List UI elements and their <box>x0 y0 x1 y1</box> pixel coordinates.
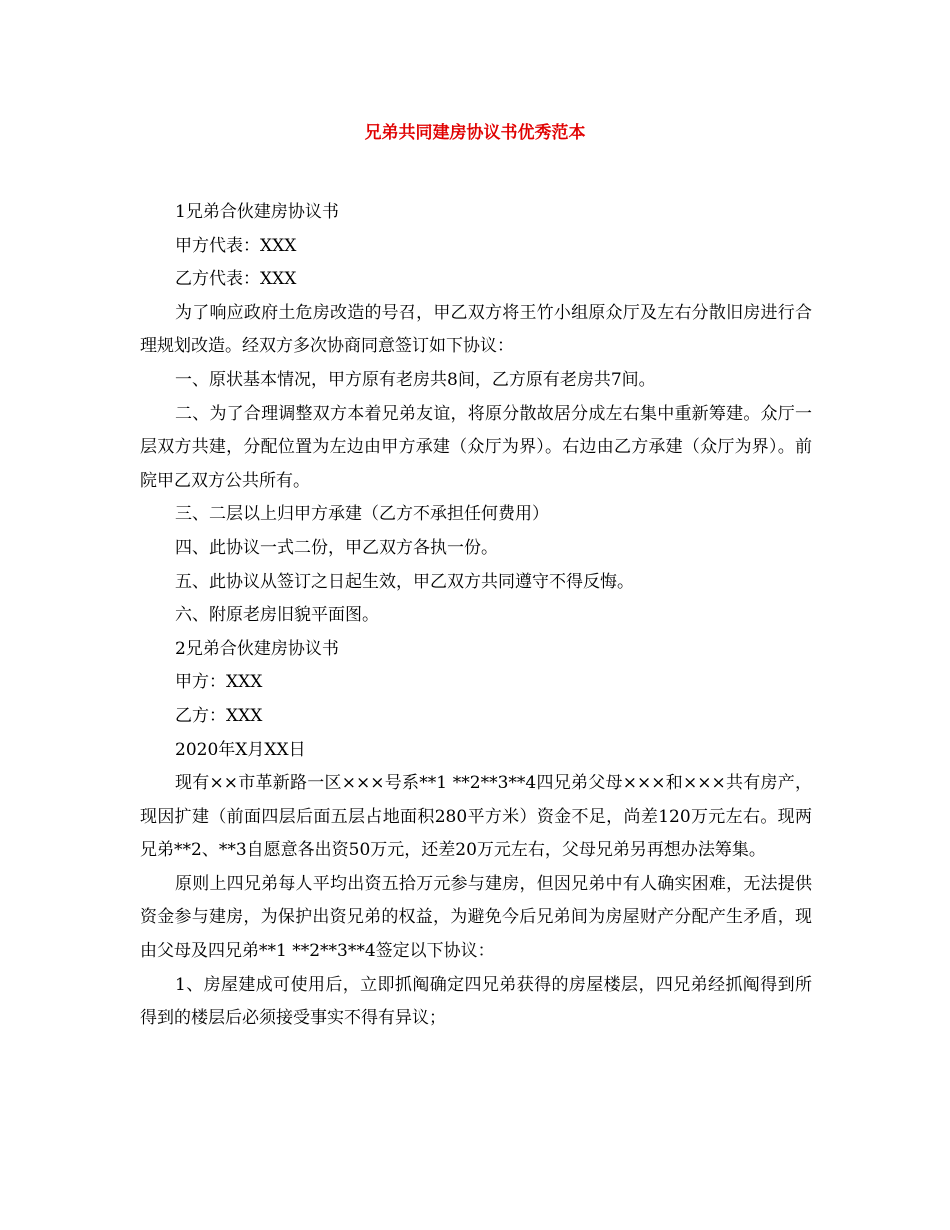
paragraph: 现有××市革新路一区×××号系**1 **2**3**4四兄弟父母×××和×××共有房产，现因扩建（前面四层后面五层占地面积280平方米）资金不足，尚差120万元左右。现两兄弟**2、**3自愿意各出资50万元，还差20万元左右，父母兄弟另再想办法筹集。 <box>140 773 812 861</box>
paragraph: 二、为了合理调整双方本着兄弟友谊，将原分散故居分成左右集中重新筹建。众厅一层双方共建，分配位置为左边由甲方承建（众厅为界）。右边由乙方承建（众厅为界）。前院甲乙双方公共所有。 <box>140 403 812 491</box>
paragraph: 乙方代表：XXX <box>175 269 297 290</box>
paragraph: 六、附原老房旧貌平面图。 <box>175 605 379 626</box>
document-title: 兄弟共同建房协议书优秀范本 <box>364 123 586 143</box>
paragraph: 1兄弟合伙建房协议书 <box>175 202 339 222</box>
paragraph: 四、此协议一式二份，甲乙双方各执一份。 <box>175 537 498 558</box>
paragraph: 2兄弟合伙建房协议书 <box>175 638 339 659</box>
paragraph: 为了响应政府土危房改造的号召，甲乙双方将王竹小组原众厅及左右分散旧房进行合理规划改造。经双方多次协商同意签订如下协议： <box>140 302 812 357</box>
paragraph: 五、此协议从签订之日起生效，甲乙双方共同遵守不得反悔。 <box>175 571 634 592</box>
paragraph: 三、二层以上归甲方承建（乙方不承担任何费用） <box>175 504 549 525</box>
paragraph: 甲方：XXX <box>175 672 263 693</box>
paragraph: 1、房屋建成可使用后，立即抓阄确定四兄弟获得的房屋楼层，四兄弟经抓阄得到所得到的楼层后必须接受事实不得有异议； <box>140 974 812 1029</box>
paragraph: 乙方：XXX <box>175 705 263 726</box>
paragraph: 原则上四兄弟每人平均出资五拾万元参与建房，但因兄弟中有人确实困难，无法提供资金参与建房，为保护出资兄弟的权益，为避免今后兄弟间为房屋财产分配产生矛盾，现由父母及四兄弟**1 **2**3**4签定以下协议： <box>140 873 812 962</box>
paragraph: 甲方代表：XXX <box>175 235 297 256</box>
paragraph: 2020年X月XX日 <box>175 739 306 760</box>
paragraph: 一、原状基本情况，甲方原有老房共8间，乙方原有老房共7间。 <box>175 369 656 390</box>
document-body <box>140 196 812 1036</box>
